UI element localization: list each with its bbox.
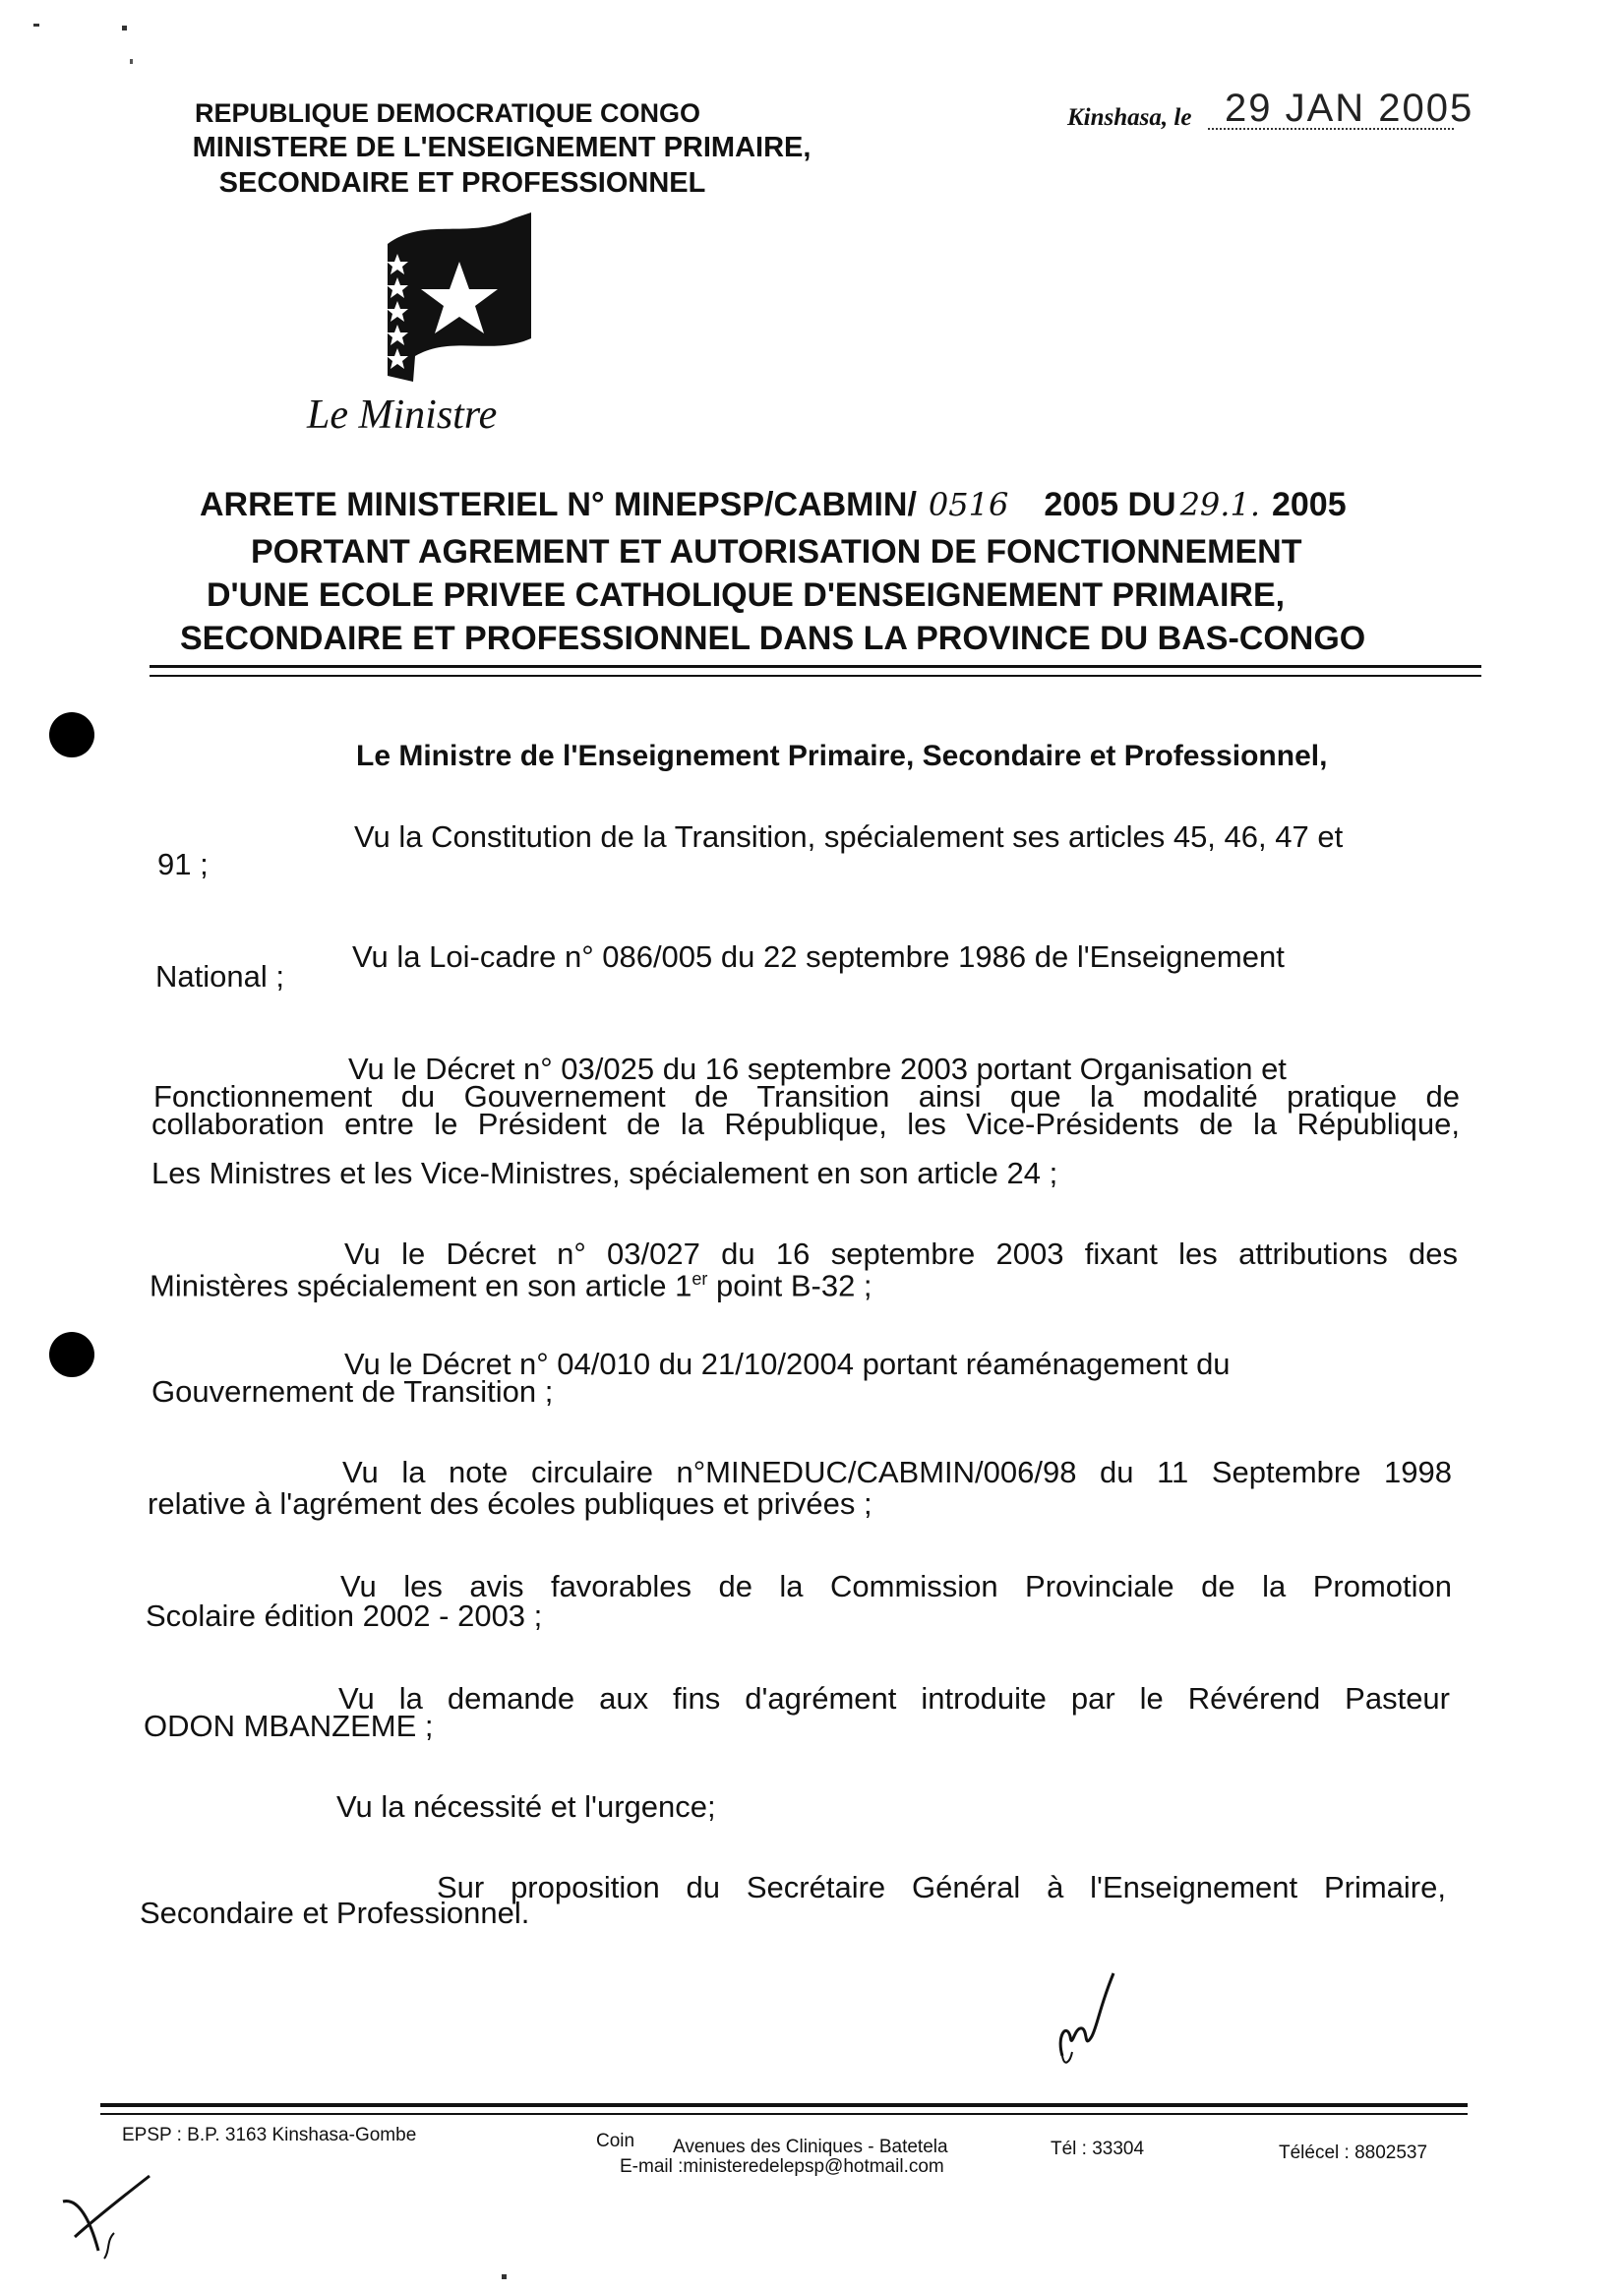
necessite-line: Vu la nécessité et l'urgence; (336, 1789, 716, 1824)
decret-025-line4: Les Ministres et les Vice-Ministres, spécialement en son article 24 ; (151, 1156, 1058, 1190)
minister-title: Le Ministre (307, 392, 498, 438)
date-label: Kinshasa, le (1067, 104, 1192, 131)
decree-title-line3: D'UNE ECOLE PRIVEE CATHOLIQUE D'ENSEIGNEMENT PRIMAIRE, (207, 576, 1286, 614)
decree-number-handwritten: 0516 (928, 486, 1009, 523)
scan-speck (502, 2274, 507, 2279)
decret-025-line1: Vu le Décret n° 03/025 du 16 septembre 2003 portant Organisation et (348, 1052, 1287, 1086)
decree-year: 2005 DU (1044, 486, 1176, 523)
title-rule-thin (150, 675, 1481, 677)
handwritten-initials-icon (1043, 1967, 1131, 2085)
decree-date-handwritten: 29.1. (1179, 486, 1260, 523)
footer-tel: Tél : 33304 (1051, 2139, 1145, 2159)
footer-address: EPSP : B.P. 3163 Kinshasa-Gombe (122, 2125, 417, 2145)
decree-title-line2: PORTANT AGREMENT ET AUTORISATION DE FONCTIONNEMENT (251, 533, 1302, 571)
avis-line2: Scolaire édition 2002 - 2003 ; (146, 1599, 543, 1633)
footer-coin: Coin (596, 2131, 635, 2151)
republic-name: REPUBLIQUE DEMOCRATIQUE CONGO (194, 98, 700, 128)
scan-speck (33, 24, 39, 27)
ministry-name-line2: SECONDAIRE ET PROFESSIONNEL (218, 167, 706, 199)
punch-hole (49, 712, 94, 757)
footer-email: E-mail :ministeredelepsp@hotmail.com (620, 2156, 944, 2177)
decree-title-line4: SECONDAIRE ET PROFESSIONNEL DANS LA PROVINCE DU BAS-CONGO (180, 620, 1366, 657)
loi-cadre-line2: National ; (155, 959, 284, 994)
footer-rule-thin (100, 2113, 1468, 2115)
decret-027-line1: Vu le Décret n° 03/027 du 16 septembre 2003 fixant les attributions des (344, 1237, 1458, 1271)
decret-027-text: Ministères spécialement en son article 1 (150, 1268, 692, 1303)
circulaire-line2: relative à l'agrément des écoles publiques et privées ; (148, 1486, 872, 1521)
scan-speck (122, 26, 127, 30)
decret-025-line3: collaboration entre le Président de la République, les Vice-Présidents de la République, (151, 1107, 1460, 1141)
proposition-line2: Secondaire et Professionnel. (140, 1896, 530, 1930)
avis-line1: Vu les avis favorables de la Commission Provinciale de la Promotion (340, 1569, 1452, 1603)
title-rule-thick (150, 665, 1481, 668)
decree-date-year: 2005 (1271, 486, 1347, 523)
footer-rule-thick (100, 2103, 1468, 2107)
footer-avenues: Avenues des Cliniques - Batetela (673, 2137, 948, 2157)
constitution-line1: Vu la Constitution de la Transition, spécialement ses articles 45, 46, 47 et (354, 819, 1344, 854)
decret-027-point: point B-32 ; (707, 1268, 872, 1303)
handwritten-mark-icon (55, 2168, 163, 2276)
decret-027-superscript: er (692, 1269, 708, 1289)
proposition-line1: Sur proposition du Secrétaire Général à l'Enseignement Primaire, (437, 1870, 1446, 1904)
decret-025-line2: Fonctionnement du Gouvernement de Transition ainsi que la modalité pratique de (153, 1079, 1460, 1114)
scan-speck (130, 59, 133, 64)
demande-line2: ODON MBANZEME ; (144, 1709, 434, 1743)
demande-line1: Vu la demande aux fins d'agrément introduite par le Révérend Pasteur (338, 1681, 1450, 1716)
decret-010-line1: Vu le Décret n° 04/010 du 21/10/2004 portant réaménagement du (344, 1347, 1231, 1381)
decree-title-line1 (200, 486, 1347, 524)
flag-emblem-icon (376, 209, 543, 386)
punch-hole (49, 1332, 94, 1377)
decret-027-line2 (150, 1265, 872, 1303)
loi-cadre-line1: Vu la Loi-cadre n° 086/005 du 22 septembre 1986 de l'Enseignement (352, 939, 1285, 974)
ministry-name-line1: MINISTERE DE L'ENSEIGNEMENT PRIMAIRE, (192, 132, 812, 163)
constitution-line2: 91 ; (157, 847, 209, 881)
minister-preamble: Le Ministre de l'Enseignement Primaire, Secondaire et Professionnel, (356, 740, 1328, 772)
decree-number-prefix: ARRETE MINISTERIEL N° MINEPSP/CABMIN/ (200, 486, 917, 523)
circulaire-line1: Vu la note circulaire n°MINEDUC/CABMIN/006/98 du 11 Septembre 1998 (342, 1455, 1452, 1489)
footer-telecel: Télécel : 8802537 (1279, 2142, 1428, 2163)
decret-010-line2: Gouvernement de Transition ; (151, 1374, 554, 1409)
date-stamp: 29 JAN 2005 (1225, 87, 1474, 130)
